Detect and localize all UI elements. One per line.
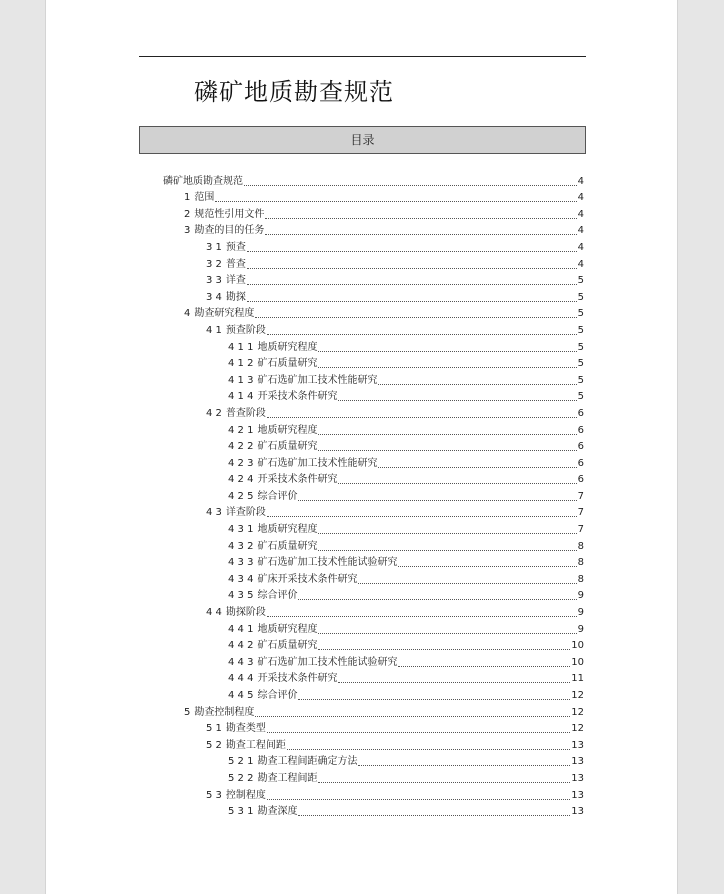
- toc-leader-dots: [318, 649, 570, 650]
- toc-entry[interactable]: [163, 519, 584, 536]
- toc-entry-page: 13: [571, 756, 584, 768]
- toc-entry[interactable]: [163, 470, 584, 487]
- toc-entry[interactable]: [163, 370, 584, 387]
- toc-entry-title: 矿石质量研究: [257, 358, 318, 370]
- toc-leader-dots: [265, 234, 576, 235]
- toc-entry[interactable]: [163, 403, 584, 420]
- toc-entry-title: 矿石质量研究: [257, 441, 318, 453]
- toc-entry-title: 地质研究程度: [257, 341, 318, 353]
- toc-entry-page: 11: [571, 673, 584, 685]
- toc-entry-page: 5: [577, 341, 584, 353]
- toc-entry-page: 7: [577, 524, 584, 536]
- toc-leader-dots: [247, 284, 577, 285]
- toc-entry-page: 10: [571, 640, 584, 652]
- toc-entry-page: 13: [571, 806, 584, 818]
- toc-entry-title: 勘查的目的任务: [194, 225, 265, 237]
- toc-entry-title: 矿石选矿加工技术性能试验研究: [257, 656, 398, 668]
- toc-entry-title: 普查: [225, 258, 246, 270]
- toc-entry[interactable]: [163, 636, 584, 653]
- toc-entry-title: 勘查工程间距: [257, 772, 318, 784]
- toc-leader-dots: [318, 450, 576, 451]
- toc-leader-dots: [298, 815, 570, 816]
- toc-leader-dots: [267, 417, 577, 418]
- toc-entry[interactable]: [163, 287, 584, 304]
- document-title: 磷矿地质勘查规范: [194, 78, 394, 106]
- toc-entry-title: 控制程度: [225, 789, 266, 801]
- toc-entry-title: 矿床开采技术条件研究: [257, 573, 358, 585]
- toc-entry-title: 勘查研究程度: [194, 308, 255, 320]
- toc-entry-number: 4 4: [206, 607, 222, 619]
- toc-entry-title: 范围: [194, 192, 215, 204]
- toc-entry-page: 6: [577, 407, 584, 419]
- toc-leader-dots: [298, 599, 576, 600]
- toc-entry-number: 4 3 3: [228, 557, 254, 569]
- toc-entry-number: 3 2: [206, 258, 222, 270]
- toc-entry-title: 矿石质量研究: [257, 640, 318, 652]
- toc-entry-page: 5: [577, 358, 584, 370]
- toc-entry[interactable]: [163, 337, 584, 354]
- toc-leader-dots: [298, 500, 576, 501]
- toc-entry-title: 矿石选矿加工技术性能试验研究: [257, 557, 398, 569]
- toc-entry-page: 4: [577, 241, 584, 253]
- toc-leader-dots: [267, 799, 570, 800]
- toc-entry-number: 4 4 2: [228, 640, 254, 652]
- toc-entry-number: 5 2 1: [228, 756, 254, 768]
- toc-entry-page: 6: [577, 441, 584, 453]
- toc-entry[interactable]: [163, 785, 584, 802]
- toc-entry-number: 4 3: [206, 507, 222, 519]
- toc-entry[interactable]: [163, 752, 584, 769]
- toc-entry-title: 勘查类型: [225, 723, 266, 735]
- toc-entry-title: 勘探: [225, 291, 246, 303]
- toc-entry[interactable]: [163, 387, 584, 404]
- toc-entry-number: 5 2: [206, 739, 222, 751]
- toc-entry-page: 4: [577, 175, 584, 187]
- toc-entry[interactable]: [163, 486, 584, 503]
- toc-entry[interactable]: [163, 802, 584, 819]
- toc-leader-dots: [298, 699, 570, 700]
- toc-leader-dots: [318, 550, 576, 551]
- toc-entry[interactable]: [163, 204, 584, 221]
- toc-entry-number: 5 1: [206, 723, 222, 735]
- toc-entry-title: 开采技术条件研究: [257, 391, 338, 403]
- toc-entry-title: 开采技术条件研究: [257, 673, 338, 685]
- toc-entry-page: 7: [577, 507, 584, 519]
- toc-entry-number: 4 1 1: [228, 341, 254, 353]
- toc-leader-dots: [255, 317, 576, 318]
- toc-entry[interactable]: [163, 254, 584, 271]
- toc-leader-dots: [338, 400, 576, 401]
- toc-entry-number: 4 4 1: [228, 623, 254, 635]
- toc-entry-number: 4 1 3: [228, 374, 254, 386]
- toc-entry-title: 地质研究程度: [257, 524, 318, 536]
- toc-entry-title: 矿石质量研究: [257, 540, 318, 552]
- table-of-contents: [163, 171, 584, 818]
- toc-entry[interactable]: [163, 237, 584, 254]
- toc-entry-number: 4 4 4: [228, 673, 254, 685]
- toc-entry[interactable]: [163, 569, 584, 586]
- toc-leader-dots: [398, 566, 576, 567]
- toc-leader-dots: [378, 384, 576, 385]
- toc-leader-dots: [287, 749, 570, 750]
- toc-entry[interactable]: [163, 271, 584, 288]
- toc-entry-number: 4 2 1: [228, 424, 254, 436]
- toc-entry-number: 4 1 2: [228, 358, 254, 370]
- toc-entry-title: 预查阶段: [225, 324, 266, 336]
- toc-leader-dots: [318, 351, 576, 352]
- toc-entry-number: 1: [184, 192, 191, 204]
- toc-leader-dots: [318, 782, 570, 783]
- toc-entry-number: 4 1: [206, 324, 222, 336]
- document-page: [45, 0, 678, 894]
- toc-leader-dots: [318, 633, 576, 634]
- toc-entry-number: 3 3: [206, 275, 222, 287]
- toc-leader-dots: [358, 583, 576, 584]
- toc-entry-title: 勘查工程间距确定方法: [257, 756, 358, 768]
- toc-entry-number: 3 1: [206, 241, 222, 253]
- toc-leader-dots: [338, 682, 570, 683]
- toc-entry-title: 勘查深度: [257, 806, 298, 818]
- toc-entry-page: 13: [571, 772, 584, 784]
- toc-entry[interactable]: [163, 768, 584, 785]
- toc-entry-page: 5: [577, 324, 584, 336]
- toc-entry-page: 8: [577, 540, 584, 552]
- toc-entry-title: 地质研究程度: [257, 424, 318, 436]
- toc-entry-page: 13: [571, 789, 584, 801]
- toc-entry[interactable]: [163, 453, 584, 470]
- toc-entry-title: 磷矿地质勘查规范: [163, 175, 243, 187]
- toc-entry-title: 综合评价: [257, 490, 298, 502]
- toc-entry-title: 开采技术条件研究: [257, 474, 338, 486]
- toc-entry[interactable]: [163, 304, 584, 321]
- toc-entry-title: 详查阶段: [225, 507, 266, 519]
- toc-leader-dots: [318, 367, 576, 368]
- toc-entry-number: 4 3 1: [228, 524, 254, 536]
- toc-entry-title: 勘探阶段: [225, 607, 266, 619]
- toc-entry-number: 2: [184, 208, 191, 220]
- toc-entry-page: 5: [577, 374, 584, 386]
- toc-entry-page: 12: [571, 706, 584, 718]
- toc-entry[interactable]: [163, 503, 584, 520]
- toc-entry-number: 4 2 5: [228, 490, 254, 502]
- toc-entry-page: 12: [571, 723, 584, 735]
- toc-heading: 目录: [139, 126, 586, 154]
- toc-entry-number: 5 3: [206, 789, 222, 801]
- toc-entry[interactable]: [163, 536, 584, 553]
- toc-entry-title: 勘查工程间距: [225, 739, 286, 751]
- toc-leader-dots: [255, 716, 570, 717]
- toc-entry[interactable]: [163, 602, 584, 619]
- toc-entry-number: 3 4: [206, 291, 222, 303]
- header-rule: [139, 56, 586, 57]
- toc-entry-page: 9: [577, 590, 584, 602]
- toc-entry-number: 4 3 5: [228, 590, 254, 602]
- toc-entry[interactable]: [163, 586, 584, 603]
- toc-entry-page: 8: [577, 557, 584, 569]
- toc-entry-page: 9: [577, 623, 584, 635]
- toc-entry-page: 9: [577, 607, 584, 619]
- toc-entry-title: 综合评价: [257, 690, 298, 701]
- toc-leader-dots: [318, 434, 576, 435]
- toc-entry[interactable]: [163, 188, 584, 205]
- toc-entry-number: 4: [184, 308, 191, 320]
- toc-entry-page: 4: [577, 258, 584, 270]
- toc-entry-title: 普查阶段: [225, 407, 266, 419]
- toc-leader-dots: [244, 185, 577, 186]
- toc-entry[interactable]: [163, 652, 584, 669]
- toc-entry[interactable]: [163, 619, 584, 636]
- toc-entry-number: 4 2 3: [228, 457, 254, 469]
- toc-entry-page: 7: [577, 490, 584, 502]
- toc-leader-dots: [267, 616, 577, 617]
- toc-entry-number: 3: [184, 225, 191, 237]
- toc-entry[interactable]: [163, 221, 584, 238]
- toc-entry-number: 5: [184, 706, 191, 718]
- toc-entry-number: 4 1 4: [228, 391, 254, 403]
- toc-entry[interactable]: [163, 420, 584, 437]
- toc-entry-page: 6: [577, 457, 584, 469]
- toc-entry-title: 预查: [225, 241, 246, 253]
- toc-entry-page: 12: [571, 690, 584, 701]
- toc-entry[interactable]: [163, 735, 584, 752]
- toc-entry-title: 地质研究程度: [257, 623, 318, 635]
- toc-leader-dots: [358, 765, 570, 766]
- toc-leader-dots: [267, 732, 570, 733]
- toc-entry-page: 6: [577, 474, 584, 486]
- toc-entry[interactable]: [163, 669, 584, 686]
- toc-entry-number: 4 3 4: [228, 573, 254, 585]
- toc-leader-dots: [378, 467, 576, 468]
- toc-entry-number: 5 3 1: [228, 806, 254, 818]
- toc-entry-number: 4 3 2: [228, 540, 254, 552]
- toc-entry-page: 5: [577, 391, 584, 403]
- toc-entry-title: 矿石选矿加工技术性能研究: [257, 374, 378, 386]
- toc-entry-page: 5: [577, 275, 584, 287]
- toc-leader-dots: [398, 666, 570, 667]
- toc-entry-number: 4 2: [206, 407, 222, 419]
- toc-entry-title: 综合评价: [257, 590, 298, 602]
- toc-entry-page: 4: [577, 225, 584, 237]
- toc-leader-dots: [318, 533, 576, 534]
- toc-entry-page: 5: [577, 291, 584, 303]
- toc-leader-dots: [338, 483, 576, 484]
- toc-entry-title: 详查: [225, 275, 246, 287]
- toc-entry-title: 勘查控制程度: [194, 706, 255, 718]
- toc-entry-number: 4 2 2: [228, 441, 254, 453]
- toc-entry-page: 4: [577, 208, 584, 220]
- toc-entry-title: 矿石选矿加工技术性能研究: [257, 457, 378, 469]
- toc-entry-number: 4 2 4: [228, 474, 254, 486]
- toc-leader-dots: [247, 301, 577, 302]
- toc-entry-page: 5: [577, 308, 584, 320]
- toc-entry[interactable]: [163, 702, 584, 719]
- toc-leader-dots: [215, 201, 576, 202]
- toc-leader-dots: [247, 268, 577, 269]
- toc-entry-page: 4: [577, 192, 584, 204]
- toc-leader-dots: [265, 218, 576, 219]
- toc-entry[interactable]: [163, 320, 584, 337]
- toc-entry[interactable]: [163, 354, 584, 371]
- toc-entry-number: 5 2 2: [228, 772, 254, 784]
- toc-entry-number: 4 4 3: [228, 656, 254, 668]
- toc-entry-page: 13: [571, 739, 584, 751]
- toc-leader-dots: [267, 516, 577, 517]
- toc-entry[interactable]: [163, 437, 584, 454]
- toc-entry-page: 6: [577, 424, 584, 436]
- toc-entry-title: 规范性引用文件: [194, 208, 265, 220]
- toc-leader-dots: [267, 334, 577, 335]
- toc-entry[interactable]: [163, 171, 584, 188]
- toc-entry-page: 8: [577, 573, 584, 585]
- toc-leader-dots: [247, 251, 577, 252]
- toc-entry[interactable]: [163, 685, 584, 702]
- toc-entry-number: 4 4 5: [228, 690, 254, 701]
- toc-entry[interactable]: [163, 553, 584, 570]
- toc-entry-page: 10: [571, 656, 584, 668]
- toc-entry[interactable]: [163, 719, 584, 736]
